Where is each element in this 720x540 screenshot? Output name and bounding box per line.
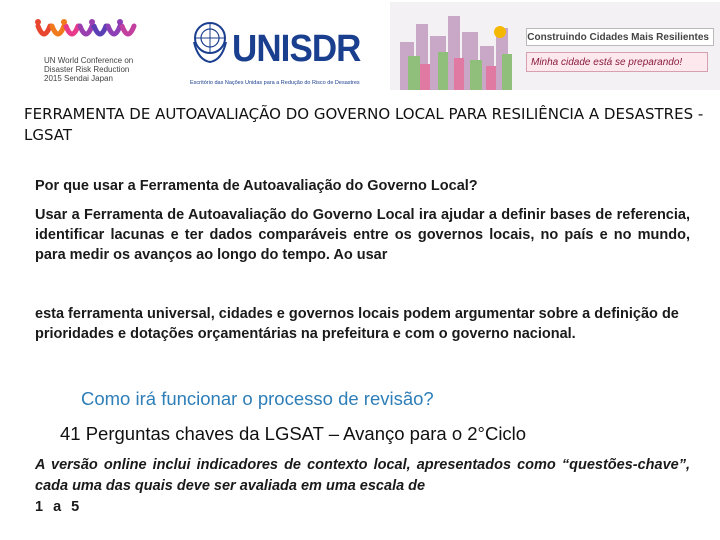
wcdrr-line-1: UN World Conference on: [44, 56, 134, 65]
unisdr-subtitle: Escritório das Nações Unidas para a Redução do Risco de Desastres: [190, 80, 360, 86]
key-questions-heading: 41 Perguntas chaves da LGSAT – Avanço para o 2°Ciclo: [60, 423, 527, 444]
scale-text: 1 a 5: [35, 499, 83, 515]
question-how: Como irá funcionar o processo de revisão?: [81, 388, 434, 409]
wcdrr-line-3: 2015 Sendai Japan: [44, 74, 113, 83]
wcdrr-logo-text: [44, 56, 133, 83]
campaign-title: Construindo Cidades Mais Resilientes: [526, 28, 714, 46]
question-why: Por que usar a Ferramenta de Autoavaliação do Governo Local?: [35, 178, 478, 194]
page-title: FERRAMENTA DE AUTOAVALIAÇÃO DO GOVERNO LOCAL PARA RESILIÊNCIA A DESASTRES - LGSAT: [24, 105, 704, 144]
header-bar: [0, 0, 720, 92]
paragraph-1: Usar a Ferramenta de Autoavaliação do Governo Local ira ajudar a definir bases de referencia, identificar lacunas e ter dados comparáveis entre os governos locais, no país e no mundo, para medir os avanços ao longo do tempo. Ao usar: [35, 207, 690, 263]
paragraph-2: esta ferramenta universal, cidades e governos locais podem argumentar sobre a definição de prioridades e dotações orçamentárias na prefeitura e com o governo nacional.: [35, 306, 679, 342]
campaign-subtitle: Minha cidade está se preparando!: [526, 52, 708, 72]
paragraph-3: [35, 455, 690, 518]
un-emblem-icon: [190, 12, 230, 72]
unisdr-name: UNISDR: [232, 28, 361, 70]
paragraph-3-text: A versão online inclui indicadores de contexto local, apresentados como “questões-chave”, cada uma das quais deve ser avaliada em uma escala de: [35, 457, 690, 494]
wcdrr-line-2: Disaster Risk Reduction: [44, 65, 130, 74]
